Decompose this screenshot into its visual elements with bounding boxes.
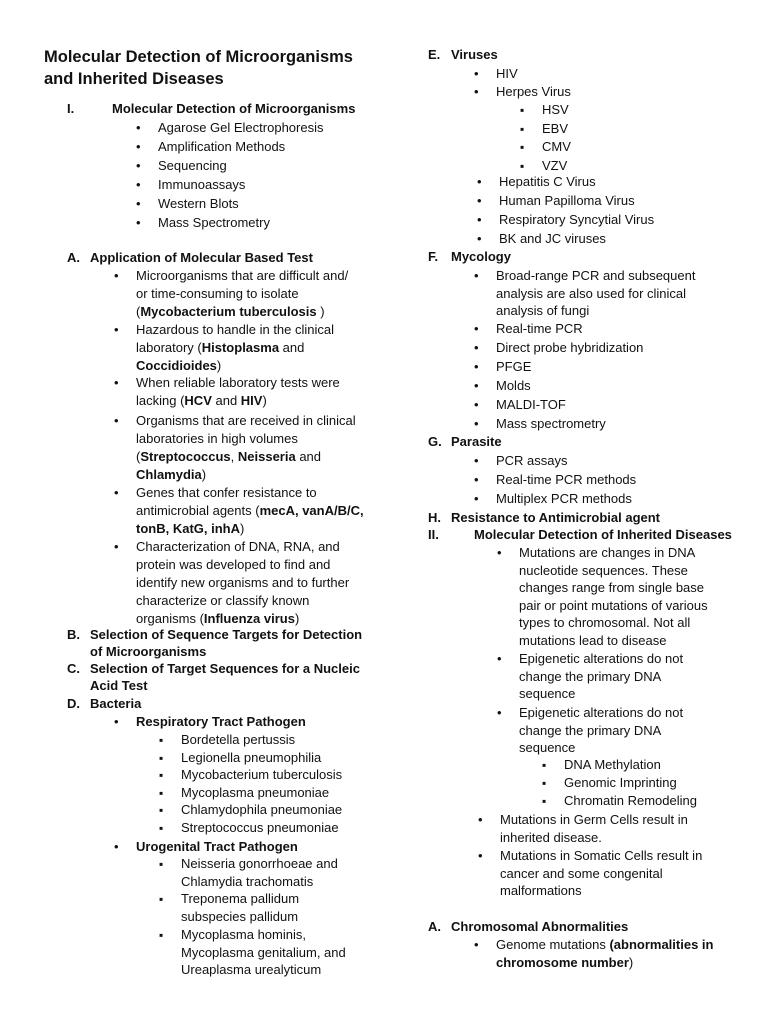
list-item: protein was developed to find and [136, 557, 331, 572]
list-item: • Microorganisms that are difficult and/ [136, 268, 348, 284]
list-item: characterize or classify known [136, 593, 310, 608]
list-item: (Streptococcus, Neisseria and [136, 449, 322, 464]
section-b-number: B. [67, 627, 80, 642]
list-item: • Broad-range PCR and subsequent [496, 268, 695, 284]
section-f-label: Mycology [451, 249, 511, 264]
list-item: or time-consuming to isolate [136, 286, 299, 301]
list-item: • HIV [496, 66, 518, 82]
section-h-number: H. [428, 510, 441, 525]
list-item: subspecies pallidum [181, 908, 299, 924]
list-item: • Direct probe hybridization [496, 340, 643, 356]
list-item: • Immunoassays [158, 177, 245, 193]
list-item: Ureaplasma urealyticum [181, 962, 322, 978]
subheading: • Urogenital Tract Pathogen [136, 839, 298, 855]
page-title: and Inherited Diseases [44, 70, 224, 88]
list-item: • Genome mutations (abnormalities in [496, 937, 713, 953]
list-item: • Agarose Gel Electrophoresis [158, 120, 323, 136]
section-b-label: Selection of Sequence Targets for Detection [90, 627, 363, 642]
list-item: change the primary DNA [519, 722, 662, 738]
list-item: • Genes that confer resistance to [136, 485, 317, 501]
list-item: ▪ EBV [542, 121, 568, 137]
list-item: changes range from single base [519, 580, 705, 595]
list-item: ▪ Mycoplasma hominis, [181, 927, 306, 943]
list-item: laboratories in high volumes [136, 431, 298, 446]
section-a-label: Application of Molecular Based Test [90, 250, 313, 265]
list-item: tonB, KatG, inhA) [136, 521, 245, 536]
section-c-label: Acid Test [90, 678, 148, 693]
list-item: pair or point mutations of various [519, 597, 708, 613]
list-item: ▪ Streptococcus pneumoniae [181, 820, 339, 836]
list-item: ▪ Mycobacterium tuberculosis [181, 767, 342, 783]
list-item: mutations lead to disease [519, 632, 667, 648]
list-item: • Epigenetic alterations do not [519, 705, 683, 721]
section-f-number: F. [428, 249, 439, 264]
section-a2-number: A. [428, 919, 441, 934]
section-g-number: G. [428, 434, 442, 449]
list-item: identify new organisms and to further [136, 575, 350, 590]
list-item: • Characterization of DNA, RNA, and [136, 539, 340, 555]
list-item: Chlamydia) [136, 467, 207, 482]
list-item: • Molds [496, 378, 531, 394]
list-item: ▪ Bordetella pertussis [181, 732, 295, 748]
list-item: ▪ Legionella pneumophilia [181, 750, 321, 766]
list-item: • When reliable laboratory tests were [136, 375, 340, 391]
section-h-label: Resistance to Antimicrobial agent [451, 510, 661, 525]
list-item: change the primary DNA [519, 668, 662, 684]
list-item: ▪ HSV [542, 102, 569, 118]
section-c-number: C. [67, 661, 80, 676]
list-item: ▪ VZV [542, 158, 567, 174]
section-c-label: Selection of Target Sequences for a Nucleic [90, 661, 360, 676]
page-title: Molecular Detection of Microorganisms [44, 48, 353, 66]
list-item: ▪ DNA Methylation [564, 757, 661, 773]
list-item: • Real-time PCR methods [496, 472, 636, 488]
list-item: Mycoplasma genitalium, and [181, 944, 346, 960]
list-item: • Mutations in Somatic Cells result in [500, 848, 702, 864]
list-item: inherited disease. [500, 829, 602, 845]
list-item: Coccidioides) [136, 358, 222, 373]
list-item: • Hazardous to handle in the clinical [136, 322, 334, 338]
list-item: • Mass spectrometry [496, 416, 606, 432]
list-item: • Mass Spectrometry [158, 215, 270, 231]
list-item: analysis of fungi [496, 303, 590, 318]
list-item: lacking (HCV and HIV) [136, 393, 267, 408]
list-item: ▪ Chlamydophila pneumoniae [181, 802, 342, 818]
subheading: • Respiratory Tract Pathogen [136, 714, 306, 730]
list-item: • Western Blots [158, 196, 239, 212]
list-item: nucleotide sequences. These [519, 562, 688, 578]
list-item: • Mutations in Germ Cells result in [500, 812, 688, 828]
list-item: • Multiplex PCR methods [496, 491, 632, 507]
section-a-number: A. [67, 250, 80, 265]
list-item: • Mutations are changes in DNA [519, 545, 695, 561]
list-item: • Sequencing [158, 158, 227, 174]
section-d-number: D. [67, 696, 80, 711]
list-item: sequence [519, 686, 576, 701]
section-e-number: E. [428, 47, 441, 62]
list-item: sequence [519, 740, 576, 755]
list-item: • Organisms that are received in clinical [136, 413, 356, 429]
list-item: • Human Papilloma Virus [499, 193, 635, 209]
list-item: ▪ Genomic Imprinting [564, 775, 677, 791]
list-item: ▪ CMV [542, 139, 571, 155]
list-item: chromosome number) [496, 955, 634, 970]
list-item: • Respiratory Syncytial Virus [499, 212, 654, 228]
list-item: • Real-time PCR [496, 321, 583, 337]
section-2-label: Molecular Detection of Inherited Diseases [474, 527, 732, 542]
section-a2-label: Chromosomal Abnormalities [451, 919, 629, 934]
list-item: Chlamydia trachomatis [181, 873, 314, 889]
section-d-label: Bacteria [90, 696, 142, 711]
list-item: • Hepatitis C Virus [499, 174, 596, 190]
list-item: • Herpes Virus [496, 84, 571, 100]
list-item: • PFGE [496, 359, 531, 375]
list-item: malformations [500, 883, 582, 898]
list-item: organisms (Influenza virus) [136, 611, 300, 626]
section-g-label: Parasite [451, 434, 502, 449]
list-item: • Epigenetic alterations do not [519, 651, 683, 667]
section-1-label: Molecular Detection of Microorganisms [112, 101, 356, 116]
section-b-label: of Microorganisms [90, 644, 207, 659]
list-item: • PCR assays [496, 453, 568, 469]
section-2-number: II. [428, 527, 439, 542]
list-item: (Mycobacterium tuberculosis ) [136, 304, 325, 319]
list-item: analysis are also used for clinical [496, 285, 687, 301]
list-item: ▪ Neisseria gonorrhoeae and [181, 856, 338, 872]
list-item: ▪ Treponema pallidum [181, 891, 299, 907]
list-item: • Amplification Methods [158, 139, 285, 155]
list-item: types to chromosomal. Not all [519, 615, 691, 630]
list-item: cancer and some congenital [500, 865, 663, 881]
list-item: antimicrobial agents (mecA, vanA/B/C, [136, 503, 364, 518]
section-1-number: I. [67, 101, 75, 116]
list-item: ▪ Mycoplasma pneumoniae [181, 785, 329, 801]
section-e-label: Viruses [451, 47, 498, 62]
list-item: laboratory (Histoplasma and [136, 340, 305, 355]
list-item: • BK and JC viruses [499, 231, 606, 247]
list-item: • MALDI-TOF [496, 397, 566, 413]
list-item: ▪ Chromatin Remodeling [564, 793, 697, 809]
